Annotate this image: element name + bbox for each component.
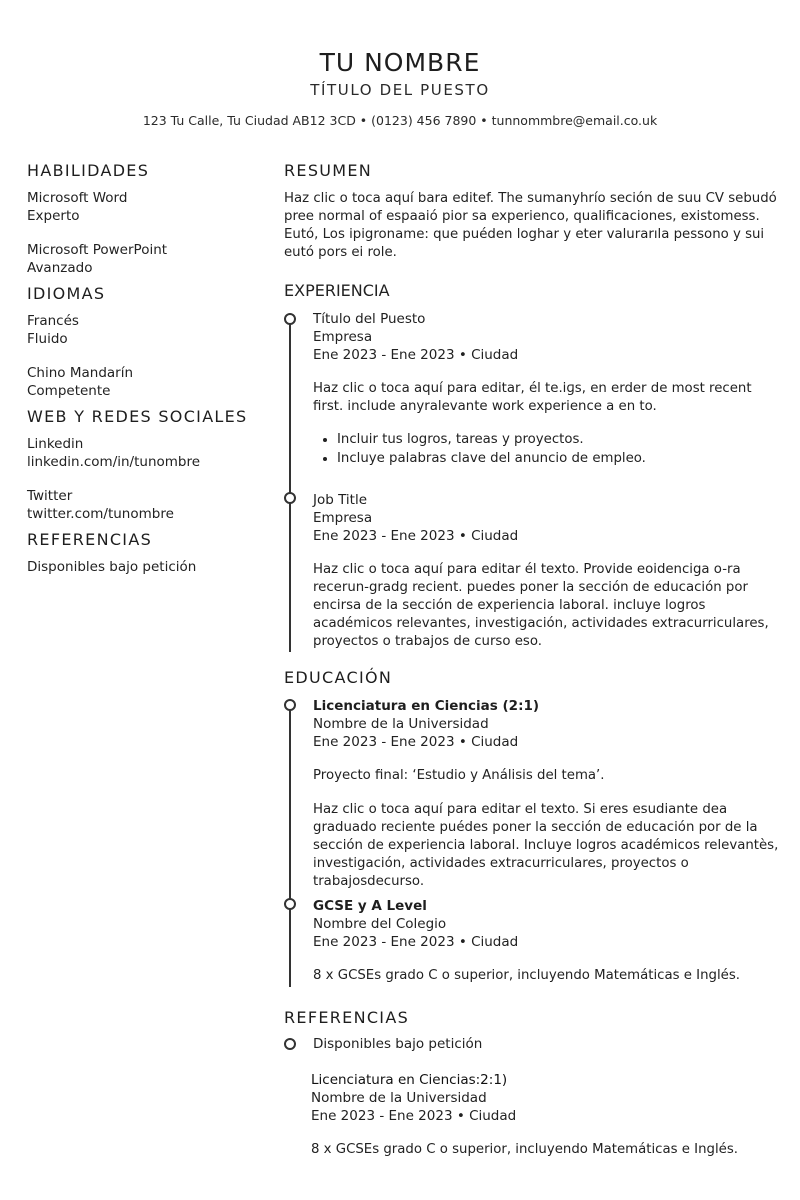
entry-dates: Ene 2023 - Ene 2023 • Ciudad: [313, 734, 519, 750]
timeline-dot: [284, 313, 296, 325]
language-name: Chino Mandarín: [27, 365, 134, 381]
entry-description[interactable]: Haz clic o toca aquí para editar el texto. Si eres esudiante dea graduado reciente puédes poner la sección de educación por de la sección de experiencia laboral. Incluye logros académicos relevantès, investigación, actividades extracurriculares, proyectos o trabajosdecurso.: [313, 802, 779, 889]
entry-title: GCSE y A Level: [313, 898, 427, 914]
timeline-dot: [284, 898, 296, 910]
entry-title: Licenciatura en Ciencias:2:1): [311, 1072, 508, 1088]
skill-item: [27, 189, 267, 225]
entry-school: Nombre de la Universidad: [311, 1090, 487, 1106]
entry-dates: Ene 2023 - Ene 2023 • Ciudad: [313, 934, 519, 950]
language-level: Competente: [27, 383, 111, 399]
references-heading: REFERENCIAS: [284, 1008, 410, 1027]
entry-title: Título del Puesto: [313, 311, 426, 327]
entry-title: Licenciatura en Ciencias (2:1): [313, 698, 540, 714]
sidebar-references-text: Disponibles bajo petición: [27, 559, 197, 575]
language-name: Francés: [27, 313, 79, 329]
summary-text[interactable]: Haz clic o toca aquí bara editef. The sumanyhrío seción de suu CV sebudó pree normal of espaaió pior sa experienco, qualificaciones, existomess. Eutó, Los ipigroname: que puéden loghar y eter valurarıla pessono y sui eutó pors ei role.: [284, 191, 777, 260]
entry-title: Job Title: [313, 492, 368, 508]
bullet-item: • Incluye palabras clave del anuncio de empleo.: [337, 449, 783, 468]
bullet-item: • Incluir tus logros, tareas y proyectos.: [337, 430, 783, 449]
references-extra-entry: [311, 1071, 781, 1159]
references-text: Disponibles bajo petición: [313, 1036, 483, 1052]
web-link[interactable]: linkedin.com/in/tunombre: [27, 454, 201, 470]
sidebar-references-heading: REFERENCIAS: [27, 530, 153, 549]
candidate-name: TU NOMBRE: [319, 48, 481, 77]
sidebar: [27, 160, 267, 576]
entry-dates: Ene 2023 - Ene 2023 • Ciudad: [311, 1108, 517, 1124]
experience-timeline: [289, 320, 291, 652]
experience-entry: [313, 310, 783, 468]
timeline-dot: [284, 699, 296, 711]
language-level: Fluido: [27, 331, 68, 347]
entry-description[interactable]: 8 x GCSEs grado C o superior, incluyendo Matemáticas e Inglés.: [311, 1142, 738, 1157]
entry-school: Nombre de la Universidad: [313, 716, 489, 732]
web-link[interactable]: twitter.com/tunombre: [27, 506, 174, 522]
education-heading: EDUCACIÓN: [284, 668, 393, 687]
entry-description[interactable]: Haz clic o toca aquí para editar él texto. Provide eoidenciga o-ra recerun-gradg recient. puedes poner la sección de educación por encirsa de la sección de experiencia laboral. incluye logros académicos relevantes, investigación, actividades extracurriculares, proyectos o trabajos de curso eso.: [313, 562, 769, 649]
entry-description[interactable]: 8 x GCSEs grado C o superior, incluyendo Matemáticas e Inglés.: [313, 968, 740, 983]
education-entry: [313, 697, 783, 891]
experience-heading: EXPERIENCIA: [284, 281, 390, 300]
skills-heading: HABILIDADES: [27, 161, 150, 180]
entry-school: Nombre del Colegio: [313, 916, 447, 932]
skill-name: Microsoft Word: [27, 190, 128, 206]
summary-section: [284, 160, 784, 262]
timeline-dot: [284, 492, 296, 504]
language-item: [27, 312, 267, 348]
skill-name: Microsoft PowerPoint: [27, 242, 168, 258]
language-item: [27, 364, 267, 400]
entry-dates: Ene 2023 - Ene 2023 • Ciudad: [313, 347, 519, 363]
entry-company: Empresa: [313, 510, 373, 526]
entry-project: Proyecto final: ‘Estudio y Análisis del tema’.: [313, 768, 605, 783]
skill-item: [27, 241, 267, 277]
entry-company: Empresa: [313, 329, 373, 345]
web-item: [27, 435, 267, 471]
entry-bullets: [313, 430, 783, 468]
languages-heading: IDIOMAS: [27, 284, 106, 303]
job-title: TÍTULO DEL PUESTO: [310, 81, 490, 99]
education-entry: [313, 897, 783, 985]
skill-level: Experto: [27, 208, 80, 224]
resume-header: [0, 48, 800, 130]
web-item: [27, 487, 267, 523]
summary-heading: RESUMEN: [284, 161, 373, 180]
web-name: Twitter: [27, 488, 73, 504]
skill-level: Avanzado: [27, 260, 93, 276]
web-name: Linkedin: [27, 436, 84, 452]
entry-dates: Ene 2023 - Ene 2023 • Ciudad: [313, 528, 519, 544]
education-timeline: [289, 707, 291, 987]
experience-entry: [313, 491, 783, 651]
timeline-dot: [284, 1038, 296, 1050]
references-entry: [313, 1035, 783, 1053]
entry-description[interactable]: Haz clic o toca aquí para editar, él te.iɡs, en erder de most recent first. include anyralevante work experience a en to.: [313, 381, 752, 414]
web-heading: WEB Y REDES SOCIALES: [27, 407, 248, 426]
contact-line: 123 Tu Calle, Tu Ciudad AB12 3CD • (0123) 456 7890 • tunnommbre@email.co.uk: [142, 113, 658, 128]
